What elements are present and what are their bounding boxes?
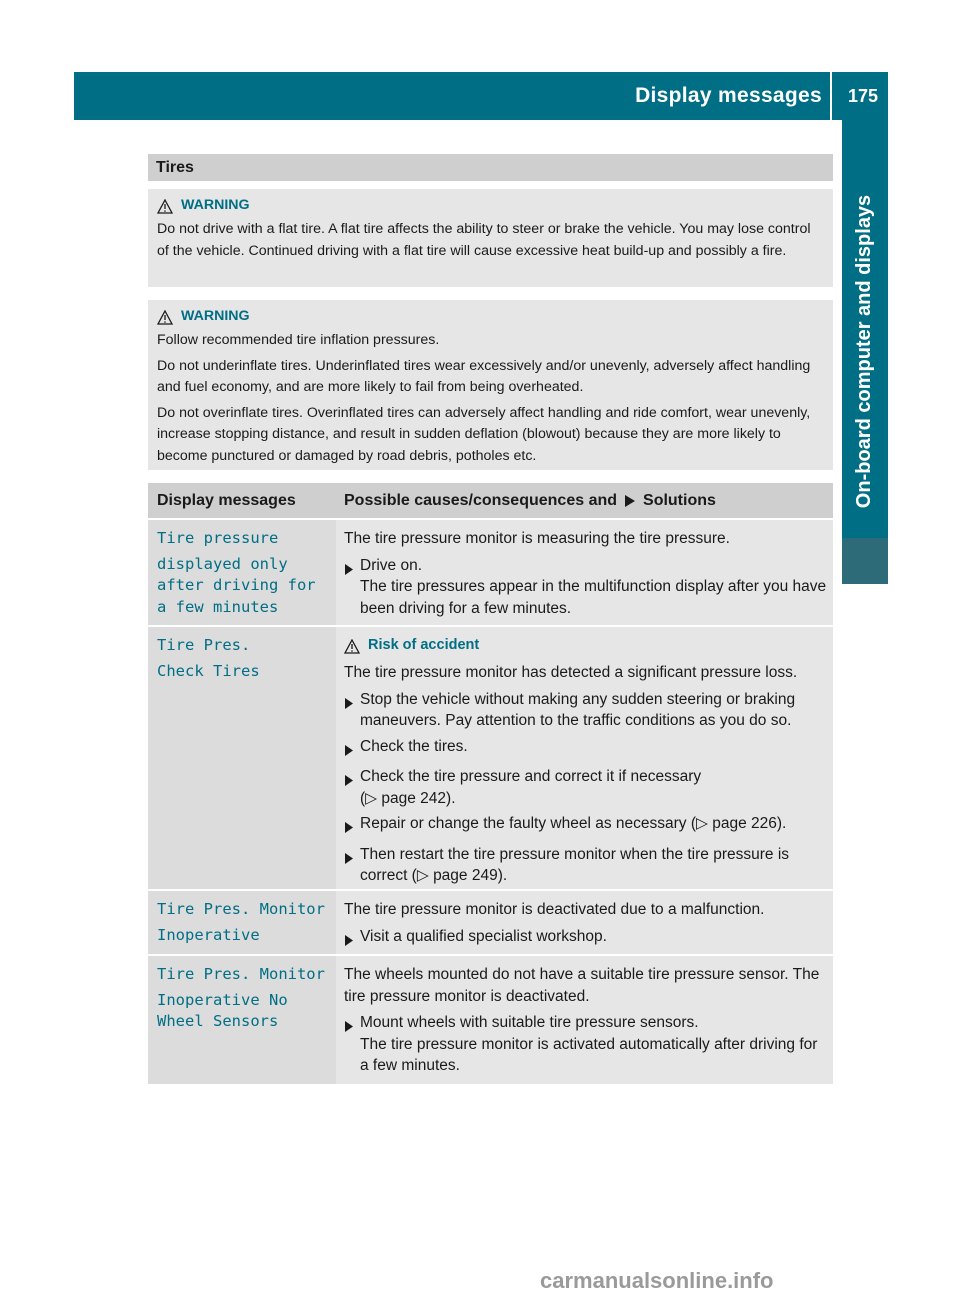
page-header-bar — [74, 72, 888, 120]
instruction-step: Check the tire pressure and correct it if necessary (▷ page 242). — [344, 766, 827, 809]
chapter-tab — [842, 120, 888, 582]
display-message: Inoperative — [157, 925, 260, 944]
instruction-step: Mount wheels with suitable tire pressure sensors. The tire pressure monitor is activated automatically after driving for a few minutes. — [344, 1012, 827, 1077]
chapter-label: On-board computer and displays — [853, 194, 876, 508]
page-title: Display messages — [635, 84, 822, 107]
display-message: displayed only after driving for a few minutes — [157, 554, 316, 616]
cause-text: The tire pressure monitor is deactivated due to a malfunction. — [344, 901, 765, 918]
table-header — [148, 483, 833, 518]
display-message: Tire Pres. Monitor — [157, 900, 325, 918]
step-arrow-icon — [344, 935, 354, 946]
table-row — [148, 518, 833, 625]
instruction-step: Stop the vehicle without making any sudden steering or braking maneuvers. Pay attention to the traffic conditions as you do so. — [344, 689, 827, 732]
watermark-text: carmanualsonline.info — [540, 1268, 774, 1293]
section-title: Tires — [148, 154, 833, 181]
page-reference[interactable]: (▷ page 242). — [360, 789, 456, 807]
column-header-display-messages: Display messages — [157, 492, 296, 509]
table-row — [148, 889, 833, 954]
warning-box-inflation — [148, 300, 833, 470]
warning-triangle-icon — [344, 639, 360, 654]
warning-box-flat-tire — [148, 189, 833, 287]
step-arrow-icon — [344, 822, 354, 833]
page-number: 175 — [847, 86, 878, 106]
display-message: Tire pressure — [157, 529, 279, 547]
warning-triangle-icon — [157, 199, 173, 214]
instruction-step: Then restart the tire pressure monitor when the tire pressure is correct (▷ page 249). — [344, 844, 827, 887]
table-row — [148, 954, 833, 1084]
display-message: Tire Pres. Monitor — [157, 965, 325, 983]
step-arrow-icon — [344, 745, 354, 756]
arrow-right-icon — [623, 494, 637, 508]
warning-title: WARNING — [181, 197, 250, 214]
table-row — [148, 625, 833, 889]
step-arrow-icon — [344, 775, 354, 786]
step-arrow-icon — [344, 1021, 354, 1032]
warning-text: Follow recommended tire inflation pressures. — [157, 332, 440, 348]
step-arrow-icon — [344, 698, 354, 709]
cause-text: The tire pressure monitor has detected a significant pressure loss. — [344, 664, 798, 681]
cause-text: The tire pressure monitor is measuring the tire pressure. — [344, 530, 730, 547]
header-divider — [830, 72, 832, 120]
warning-title: WARNING — [181, 308, 250, 325]
display-message: Check Tires — [157, 661, 260, 680]
warning-text: Do not drive with a flat tire. A flat tire affects the ability to steer or brake the vehicle. You may lose control of the vehicle. Continued driving with a flat tire will cause excessive heat build-up and possibly a fire. — [157, 221, 811, 259]
instruction-step: Repair or change the faulty wheel as necessary (▷ page 226). — [344, 813, 827, 840]
instruction-step: Drive on. The tire pressures appear in the multifunction display after you have been driving for a few minutes. — [344, 555, 827, 620]
warning-text: Do not overinflate tires. Overinflated tires can adversely affect handling and ride comfort, wear unevenly, increase stopping distance, and result in sudden deflation (blowout) because they are more likely to become punctured or damaged by road debris, potholes etc. — [157, 404, 811, 464]
step-arrow-icon — [344, 853, 354, 864]
display-message: Tire Pres. — [157, 636, 251, 654]
column-header-causes: Possible causes/consequences and Solutions — [344, 492, 716, 509]
warning-triangle-icon — [157, 310, 173, 325]
step-arrow-icon — [344, 564, 354, 575]
display-message: Inoperative No Wheel Sensors — [157, 990, 288, 1030]
instruction-step: Check the tires. — [344, 736, 827, 763]
display-messages-table — [148, 483, 833, 1084]
risk-title: Risk of accident — [368, 637, 480, 654]
chapter-thumb-marker — [842, 538, 888, 584]
instruction-step: Visit a qualified specialist workshop. — [344, 926, 827, 953]
cause-text: The wheels mounted do not have a suitable tire pressure sensor. The tire pressure monitor is deactivated. — [344, 966, 820, 1005]
warning-text: Do not underinflate tires. Underinflated tires wear excessively and/or unevenly, adversely affect handling and fuel economy, and are more likely to fail from being overheated. — [157, 357, 811, 395]
